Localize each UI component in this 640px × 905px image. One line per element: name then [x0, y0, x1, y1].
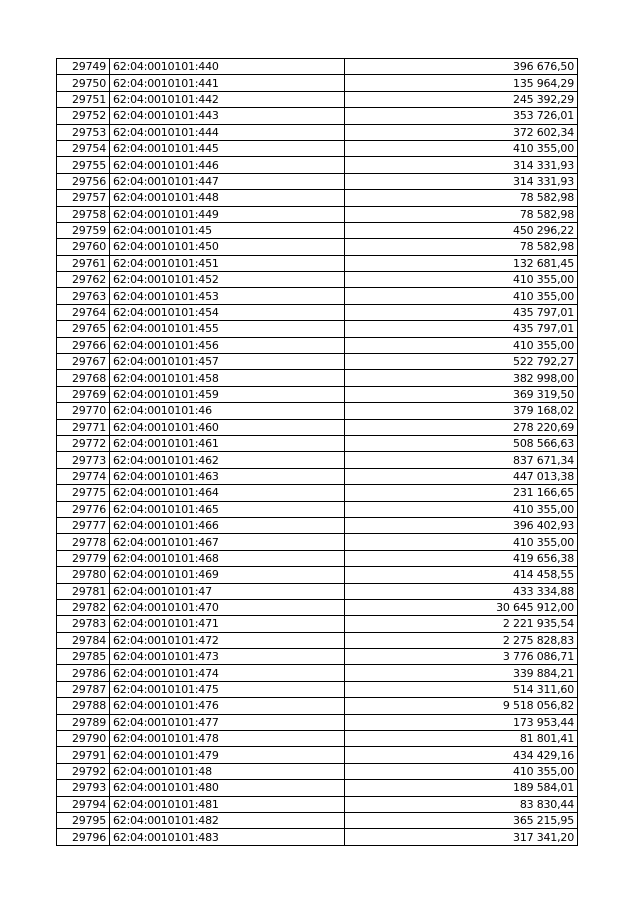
row-number: 29767	[57, 354, 110, 370]
table-row	[57, 567, 578, 583]
cadastral-value: 132 681,45	[345, 255, 578, 271]
cadastral-value: 2 275 828,83	[345, 632, 578, 648]
row-number: 29784	[57, 632, 110, 648]
row-number: 29775	[57, 485, 110, 501]
cadastral-number: 62:04:0010101:476	[110, 698, 345, 714]
table-body	[57, 59, 578, 846]
cadastral-value: 314 331,93	[345, 157, 578, 173]
row-number: 29795	[57, 812, 110, 828]
table-row	[57, 632, 578, 648]
row-number: 29769	[57, 386, 110, 402]
table-row	[57, 75, 578, 91]
table-row	[57, 583, 578, 599]
cadastral-number: 62:04:0010101:448	[110, 190, 345, 206]
cadastral-number: 62:04:0010101:478	[110, 731, 345, 747]
cadastral-value: 78 582,98	[345, 239, 578, 255]
cadastral-number: 62:04:0010101:475	[110, 681, 345, 697]
cadastral-number: 62:04:0010101:472	[110, 632, 345, 648]
cadastral-number: 62:04:0010101:456	[110, 337, 345, 353]
row-number: 29755	[57, 157, 110, 173]
row-number: 29750	[57, 75, 110, 91]
cadastral-number: 62:04:0010101:458	[110, 370, 345, 386]
row-number: 29779	[57, 550, 110, 566]
table-row	[57, 681, 578, 697]
row-number: 29766	[57, 337, 110, 353]
cadastral-value: 410 355,00	[345, 140, 578, 156]
table-row	[57, 321, 578, 337]
table-row	[57, 649, 578, 665]
cadastral-number: 62:04:0010101:440	[110, 59, 345, 75]
cadastral-number: 62:04:0010101:473	[110, 649, 345, 665]
row-number: 29753	[57, 124, 110, 140]
table-row	[57, 829, 578, 845]
table-row	[57, 452, 578, 468]
cadastral-value: 78 582,98	[345, 206, 578, 222]
cadastral-number: 62:04:0010101:460	[110, 419, 345, 435]
cadastral-value: 9 518 056,82	[345, 698, 578, 714]
row-number: 29771	[57, 419, 110, 435]
cadastral-number: 62:04:0010101:462	[110, 452, 345, 468]
table-row	[57, 222, 578, 238]
cadastral-number: 62:04:0010101:469	[110, 567, 345, 583]
row-number: 29763	[57, 288, 110, 304]
cadastral-number: 62:04:0010101:479	[110, 747, 345, 763]
cadastral-value: 410 355,00	[345, 534, 578, 550]
row-number: 29749	[57, 59, 110, 75]
row-number: 29785	[57, 649, 110, 665]
table-row	[57, 517, 578, 533]
table-row	[57, 468, 578, 484]
row-number: 29787	[57, 681, 110, 697]
cadastral-number: 62:04:0010101:441	[110, 75, 345, 91]
row-number: 29792	[57, 763, 110, 779]
cadastral-number: 62:04:0010101:466	[110, 517, 345, 533]
row-number: 29756	[57, 173, 110, 189]
row-number: 29776	[57, 501, 110, 517]
cadastral-value: 396 402,93	[345, 517, 578, 533]
cadastral-value: 369 319,50	[345, 386, 578, 402]
cadastral-number: 62:04:0010101:47	[110, 583, 345, 599]
row-number: 29782	[57, 599, 110, 615]
cadastral-value: 410 355,00	[345, 763, 578, 779]
cadastral-value: 435 797,01	[345, 321, 578, 337]
cadastral-value: 314 331,93	[345, 173, 578, 189]
cadastral-value: 173 953,44	[345, 714, 578, 730]
table-row	[57, 616, 578, 632]
row-number: 29770	[57, 403, 110, 419]
cadastral-value: 30 645 912,00	[345, 599, 578, 615]
table-row	[57, 288, 578, 304]
cadastral-value: 3 776 086,71	[345, 649, 578, 665]
cadastral-number: 62:04:0010101:447	[110, 173, 345, 189]
cadastral-value: 450 296,22	[345, 222, 578, 238]
table-row	[57, 796, 578, 812]
table-row	[57, 435, 578, 451]
row-number: 29778	[57, 534, 110, 550]
cadastral-number: 62:04:0010101:482	[110, 812, 345, 828]
cadastral-number: 62:04:0010101:454	[110, 304, 345, 320]
table-row	[57, 780, 578, 796]
cadastral-value: 434 429,16	[345, 747, 578, 763]
cadastral-number: 62:04:0010101:467	[110, 534, 345, 550]
cadastral-number: 62:04:0010101:445	[110, 140, 345, 156]
table-row	[57, 173, 578, 189]
table-row	[57, 698, 578, 714]
cadastral-number: 62:04:0010101:471	[110, 616, 345, 632]
cadastral-number: 62:04:0010101:480	[110, 780, 345, 796]
cadastral-number: 62:04:0010101:442	[110, 91, 345, 107]
table-row	[57, 190, 578, 206]
row-number: 29765	[57, 321, 110, 337]
cadastral-value: 396 676,50	[345, 59, 578, 75]
cadastral-value: 410 355,00	[345, 337, 578, 353]
table-row	[57, 337, 578, 353]
cadastral-number: 62:04:0010101:450	[110, 239, 345, 255]
table-row	[57, 91, 578, 107]
row-number: 29754	[57, 140, 110, 156]
cadastral-value: 189 584,01	[345, 780, 578, 796]
table-row	[57, 239, 578, 255]
cadastral-value: 379 168,02	[345, 403, 578, 419]
cadastral-number: 62:04:0010101:463	[110, 468, 345, 484]
cadastral-number: 62:04:0010101:481	[110, 796, 345, 812]
table-row	[57, 370, 578, 386]
row-number: 29757	[57, 190, 110, 206]
row-number: 29781	[57, 583, 110, 599]
row-number: 29780	[57, 567, 110, 583]
cadastral-value: 245 392,29	[345, 91, 578, 107]
cadastral-number: 62:04:0010101:465	[110, 501, 345, 517]
cadastral-number: 62:04:0010101:45	[110, 222, 345, 238]
cadastral-value: 339 884,21	[345, 665, 578, 681]
table-row	[57, 272, 578, 288]
cadastral-value: 2 221 935,54	[345, 616, 578, 632]
row-number: 29788	[57, 698, 110, 714]
row-number: 29796	[57, 829, 110, 845]
table-row	[57, 59, 578, 75]
table-row	[57, 304, 578, 320]
table-row	[57, 599, 578, 615]
cadastral-value: 83 830,44	[345, 796, 578, 812]
row-number: 29764	[57, 304, 110, 320]
row-number: 29760	[57, 239, 110, 255]
cadastral-number: 62:04:0010101:483	[110, 829, 345, 845]
cadastral-value: 514 311,60	[345, 681, 578, 697]
cadastral-value: 278 220,69	[345, 419, 578, 435]
row-number: 29793	[57, 780, 110, 796]
table-row	[57, 419, 578, 435]
cadastral-number: 62:04:0010101:461	[110, 435, 345, 451]
cadastral-number: 62:04:0010101:443	[110, 108, 345, 124]
cadastral-number: 62:04:0010101:46	[110, 403, 345, 419]
cadastral-number: 62:04:0010101:457	[110, 354, 345, 370]
table-row	[57, 403, 578, 419]
cadastral-value: 447 013,38	[345, 468, 578, 484]
cadastral-value: 78 582,98	[345, 190, 578, 206]
row-number: 29762	[57, 272, 110, 288]
table-row	[57, 255, 578, 271]
row-number: 29752	[57, 108, 110, 124]
cadastral-value: 365 215,95	[345, 812, 578, 828]
cadastral-number: 62:04:0010101:452	[110, 272, 345, 288]
cadastral-number: 62:04:0010101:451	[110, 255, 345, 271]
row-number: 29751	[57, 91, 110, 107]
table-row	[57, 386, 578, 402]
row-number: 29790	[57, 731, 110, 747]
cadastral-value-table	[56, 58, 578, 846]
row-number: 29789	[57, 714, 110, 730]
cadastral-number: 62:04:0010101:459	[110, 386, 345, 402]
table-row	[57, 534, 578, 550]
cadastral-number: 62:04:0010101:464	[110, 485, 345, 501]
cadastral-value: 410 355,00	[345, 288, 578, 304]
table-row	[57, 812, 578, 828]
row-number: 29759	[57, 222, 110, 238]
row-number: 29773	[57, 452, 110, 468]
cadastral-value: 317 341,20	[345, 829, 578, 845]
cadastral-number: 62:04:0010101:474	[110, 665, 345, 681]
table-row	[57, 140, 578, 156]
table-row	[57, 124, 578, 140]
cadastral-number: 62:04:0010101:446	[110, 157, 345, 173]
table-row	[57, 763, 578, 779]
table-row	[57, 501, 578, 517]
cadastral-value: 382 998,00	[345, 370, 578, 386]
cadastral-value: 837 671,34	[345, 452, 578, 468]
cadastral-value: 435 797,01	[345, 304, 578, 320]
row-number: 29761	[57, 255, 110, 271]
cadastral-value: 410 355,00	[345, 272, 578, 288]
cadastral-number: 62:04:0010101:470	[110, 599, 345, 615]
table-row	[57, 714, 578, 730]
row-number: 29791	[57, 747, 110, 763]
table-row	[57, 157, 578, 173]
cadastral-number: 62:04:0010101:453	[110, 288, 345, 304]
row-number: 29758	[57, 206, 110, 222]
row-number: 29768	[57, 370, 110, 386]
row-number: 29772	[57, 435, 110, 451]
table-row	[57, 108, 578, 124]
table-row	[57, 550, 578, 566]
cadastral-number: 62:04:0010101:477	[110, 714, 345, 730]
cadastral-number: 62:04:0010101:449	[110, 206, 345, 222]
cadastral-number: 62:04:0010101:444	[110, 124, 345, 140]
cadastral-value: 419 656,38	[345, 550, 578, 566]
cadastral-value: 433 334,88	[345, 583, 578, 599]
cadastral-value: 353 726,01	[345, 108, 578, 124]
row-number: 29777	[57, 517, 110, 533]
cadastral-value: 231 166,65	[345, 485, 578, 501]
row-number: 29774	[57, 468, 110, 484]
table-row	[57, 665, 578, 681]
row-number: 29783	[57, 616, 110, 632]
cadastral-number: 62:04:0010101:468	[110, 550, 345, 566]
table-row	[57, 354, 578, 370]
cadastral-value: 414 458,55	[345, 567, 578, 583]
row-number: 29794	[57, 796, 110, 812]
table-row	[57, 747, 578, 763]
cadastral-number: 62:04:0010101:48	[110, 763, 345, 779]
cadastral-value: 81 801,41	[345, 731, 578, 747]
table-row	[57, 206, 578, 222]
cadastral-value: 410 355,00	[345, 501, 578, 517]
table-row	[57, 485, 578, 501]
table-row	[57, 731, 578, 747]
cadastral-value: 522 792,27	[345, 354, 578, 370]
cadastral-number: 62:04:0010101:455	[110, 321, 345, 337]
cadastral-value: 508 566,63	[345, 435, 578, 451]
cadastral-value: 372 602,34	[345, 124, 578, 140]
row-number: 29786	[57, 665, 110, 681]
cadastral-value: 135 964,29	[345, 75, 578, 91]
